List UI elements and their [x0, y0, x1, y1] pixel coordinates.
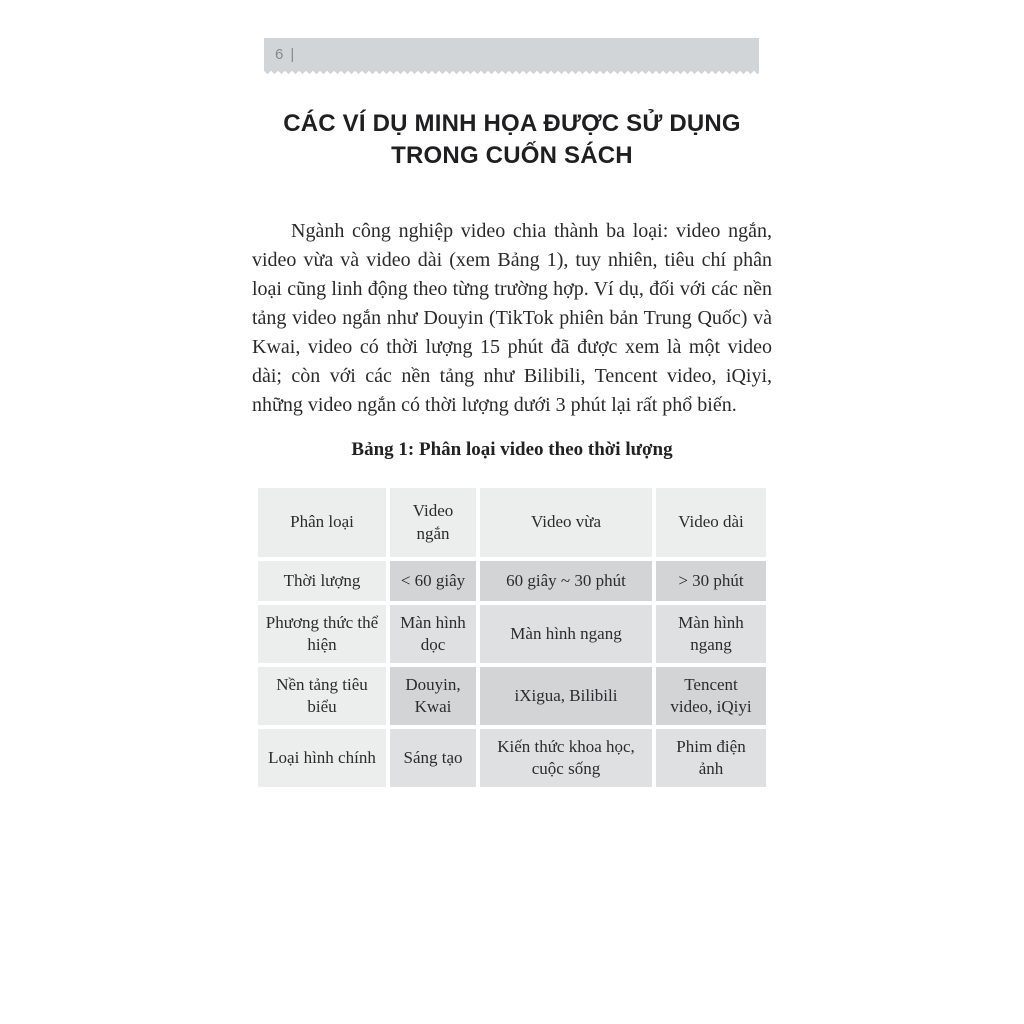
table-cell: < 60 giây — [390, 561, 476, 601]
table-row — [258, 667, 766, 725]
table-cell: iXigua, Bilibili — [480, 667, 652, 725]
table-cell: Màn hình ngang — [656, 605, 766, 663]
column-header: Video dài — [656, 488, 766, 557]
page-title — [252, 108, 772, 172]
table-caption: Bảng 1: Phân loại video theo thời lượng — [351, 439, 673, 460]
table-row — [258, 561, 766, 601]
body-paragraph: Ngành công nghiệp video chia thành ba loại: video ngắn, video vừa và video dài (xem Bảng 1), tuy nhiên, tiêu chí phân loại cũng linh động theo từng trường hợp. Ví dụ, đối với các nền tảng video ngắn như Douyin (TikTok phiên bản Trung Quốc) và Kwai, video có thời lượng 15 phút đã được xem là một video dài; còn với các nền tảng như Bilibili, Tencent video, iQiyi, những video ngắn có thời lượng dưới 3 phút lại rất phổ biến. — [252, 220, 772, 416]
table-cell: Màn hình dọc — [390, 605, 476, 663]
page-number: 6 — [275, 46, 284, 63]
table-header-row — [258, 488, 766, 557]
column-header: Video vừa — [480, 488, 652, 557]
page-title-line1: CÁC VÍ DỤ MINH HỌA ĐƯỢC SỬ DỤNG — [283, 110, 741, 137]
table-row — [258, 605, 766, 663]
column-header: Phân loại — [258, 488, 386, 557]
book-page — [252, 0, 772, 791]
table-cell: Tencent video, iQiyi — [656, 667, 766, 725]
table-cell: 60 giây ~ 30 phút — [480, 561, 652, 601]
table-cell: Màn hình ngang — [480, 605, 652, 663]
table-cell: > 30 phút — [656, 561, 766, 601]
table-cell: Sáng tạo — [390, 729, 476, 787]
row-label: Phương thức thể hiện — [258, 605, 386, 663]
row-label: Thời lượng — [258, 561, 386, 601]
row-label: Loại hình chính — [258, 729, 386, 787]
video-classification-table — [254, 484, 770, 791]
page-header-bar — [264, 38, 759, 75]
table-cell: Kiến thức khoa học, cuộc sống — [480, 729, 652, 787]
page-title-line2: TRONG CUỐN SÁCH — [391, 142, 633, 169]
table-cell: Phim điện ảnh — [656, 729, 766, 787]
table-cell: Douyin, Kwai — [390, 667, 476, 725]
column-header: Video ngắn — [390, 488, 476, 557]
table-row — [258, 729, 766, 787]
page-number-separator: | — [290, 46, 295, 63]
row-label: Nền tảng tiêu biểu — [258, 667, 386, 725]
